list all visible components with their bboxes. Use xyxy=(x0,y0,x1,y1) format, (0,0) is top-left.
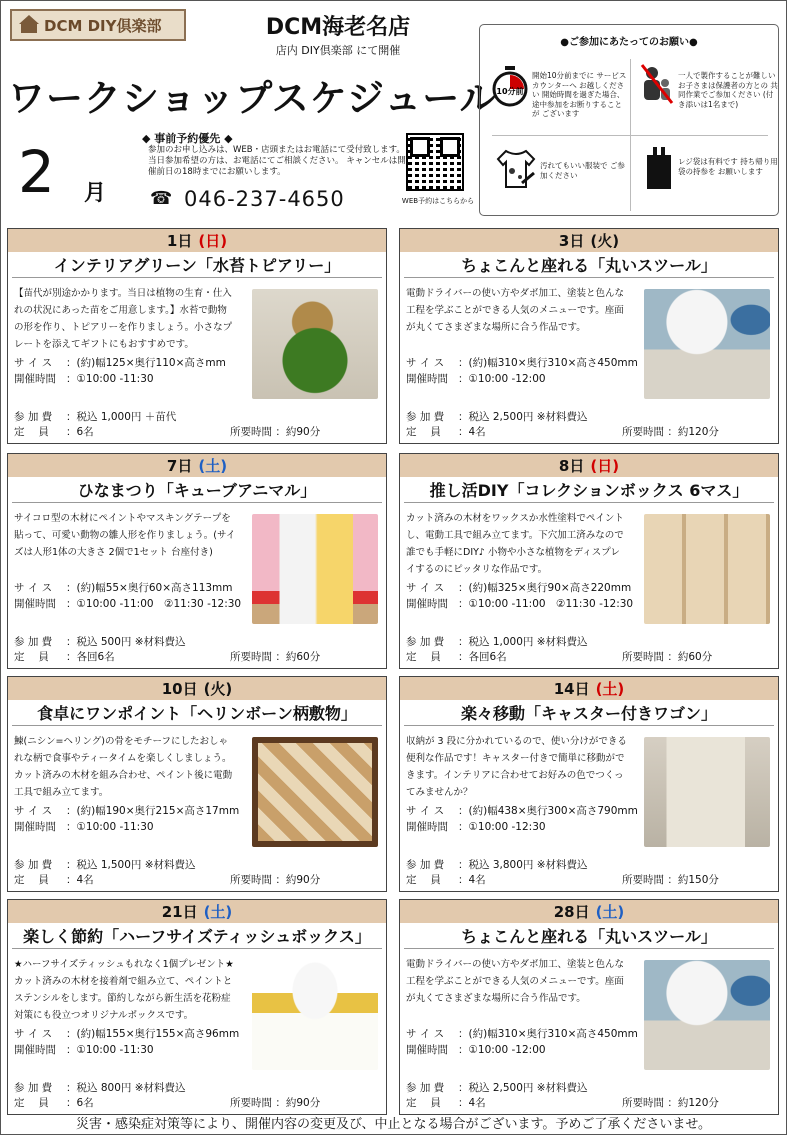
card-capacity-row xyxy=(406,872,486,887)
fee-label: 参 加 費 xyxy=(406,411,445,423)
workshop-card[interactable] xyxy=(399,899,779,1115)
caster-wagon-photo xyxy=(644,737,770,847)
duration-label: 所要時間 xyxy=(622,651,664,663)
card-weekday: (火) xyxy=(203,680,233,698)
timer-icon xyxy=(492,65,528,107)
card-time-row xyxy=(406,819,546,834)
tissue-box-photo xyxy=(252,960,378,1070)
card-date: 21日 xyxy=(161,903,198,921)
card-date-header xyxy=(8,677,386,700)
card-description: 鰊(ニシン=ヘリング)の骨をモチーフにしたおしゃれな柄で食事やティータイムを楽しくしましょう。カット済みの木材を組み合わせ、ペイント後に電動工具で組み立てます。 xyxy=(14,736,233,798)
card-duration xyxy=(230,872,320,887)
size-value: ：(約)幅310×奥行310×高さ450mm xyxy=(458,357,638,369)
card-size-row xyxy=(14,355,226,370)
card-fee-row xyxy=(406,857,588,872)
duration-label: 所要時間 xyxy=(230,1097,272,1109)
house-icon xyxy=(20,17,38,33)
card-size-row xyxy=(14,803,239,818)
card-fee-row xyxy=(406,1080,588,1095)
time-value: ：①10:00 -12:00 xyxy=(458,1044,546,1056)
fee-value: ：税込 1,000円 ※材料費込 xyxy=(458,636,588,648)
card-duration xyxy=(230,1095,320,1110)
card-date: 10日 xyxy=(161,680,198,698)
card-description: ★ハーフサイズティッシュもれなく1個プレゼント★ カット済みの木材を接着剤で組み立て、ペイントとステンシルをします。節約しながら新生活を花粉症対策にも役立つオリジナルボックスです。 xyxy=(14,959,234,1021)
card-time-row xyxy=(14,371,154,386)
card-capacity-row xyxy=(14,1095,94,1110)
notice-divider xyxy=(492,135,768,136)
card-description: 収納が 3 段に分かれているので、使い分けができる便利な作品です！キャスター付きで簡単に移動ができます。インテリアに合わせてお好みの色でつくってみませんか？ xyxy=(406,736,627,798)
card-title: 楽しく節約「ハーフサイズティッシュボックス」 xyxy=(12,923,382,949)
card-fee-row xyxy=(406,409,588,424)
qr-code-icon[interactable] xyxy=(406,133,464,191)
card-time-row xyxy=(14,596,241,611)
card-title: 食卓にワンポイント「ヘリンボーン柄敷物」 xyxy=(12,700,382,726)
herringbone-tray-photo xyxy=(252,737,378,847)
capacity-label: 定 員 xyxy=(14,1097,49,1109)
capacity-label: 定 員 xyxy=(406,874,441,886)
card-weekday: (土) xyxy=(595,680,625,698)
duration-label: 所要時間 xyxy=(230,651,272,663)
workshop-card[interactable] xyxy=(399,676,779,892)
card-description: サイコロ型の木材にペイントやマスキングテープを貼って、可愛い動物の雛人形を作りましょう。(サイズは人形1体の大きさ 2個で1セット 台座付き) xyxy=(14,513,236,558)
card-date: 1日 xyxy=(166,232,193,250)
card-date-header xyxy=(8,229,386,252)
store-name: DCM海老名店 xyxy=(265,15,411,40)
stool-photo xyxy=(644,289,770,399)
card-date: 7日 xyxy=(166,457,193,475)
time-label: 開催時間 xyxy=(406,821,448,833)
time-value: ：①10:00 -11:30 xyxy=(66,373,154,385)
timer-label: 10分前 xyxy=(496,87,524,96)
size-label: サ イ ス xyxy=(14,1028,53,1040)
card-capacity-row xyxy=(14,872,94,887)
hina-doll-photo xyxy=(252,514,378,624)
card-capacity-row xyxy=(406,424,486,439)
card-time-row xyxy=(406,596,633,611)
capacity-value: ：4名 xyxy=(458,874,486,886)
card-date: 3日 xyxy=(558,232,585,250)
card-duration xyxy=(622,1095,719,1110)
card-title: ひなまつり「キューブアニマル」 xyxy=(12,477,382,503)
card-fee-row xyxy=(14,1080,186,1095)
card-weekday: (日) xyxy=(198,232,228,250)
time-value: ：①10:00 -11:00 ②11:30 -12:30 xyxy=(458,598,634,610)
duration-label: 所要時間 xyxy=(622,1097,664,1109)
size-value: ：(約)幅190×奥行215×高さ17mm xyxy=(66,805,240,817)
no-child-icon xyxy=(640,63,674,105)
time-value: ：①10:00 -12:00 xyxy=(458,373,546,385)
card-time-row xyxy=(406,371,546,386)
card-date-header xyxy=(8,900,386,923)
duration-label: 所要時間 xyxy=(622,874,664,886)
card-duration xyxy=(622,872,719,887)
time-label: 開催時間 xyxy=(14,373,56,385)
card-size-row xyxy=(406,1026,638,1041)
fee-value: ：税込 500円 ※材料費込 xyxy=(66,636,186,648)
duration-label: 所要時間 xyxy=(230,874,272,886)
card-duration xyxy=(622,424,719,439)
duration-value: ：約60分 xyxy=(275,651,321,663)
workshop-card[interactable] xyxy=(7,899,387,1115)
workshop-card[interactable] xyxy=(399,228,779,444)
card-size-row xyxy=(14,1026,239,1041)
capacity-value: ：4名 xyxy=(458,426,486,438)
capacity-label: 定 員 xyxy=(14,874,49,886)
size-label: サ イ ス xyxy=(406,582,445,594)
card-title: 楽々移動「キャスター付きワゴン」 xyxy=(404,700,774,726)
size-label: サ イ ス xyxy=(406,1028,445,1040)
capacity-label: 定 員 xyxy=(406,1097,441,1109)
duration-value: ：約90分 xyxy=(275,874,321,886)
size-label: サ イ ス xyxy=(406,805,445,817)
card-time-row xyxy=(14,819,154,834)
card-size-row xyxy=(406,803,638,818)
duration-label: 所要時間 xyxy=(230,426,272,438)
card-description: 電動ドライバーの使い方やダボ加工、塗装と色んな工程を学ぶことができる人気のメニューです。座面が丸くてさまざまな場所に合う作品です。 xyxy=(406,959,625,1004)
card-description: 電動ドライバーの使い方やダボ加工、塗装と色んな工程を学ぶことができる人気のメニューです。座面が丸くてさまざまな場所に合う作品です。 xyxy=(406,288,625,333)
capacity-value: ：6名 xyxy=(66,1097,94,1109)
month-unit: 月 xyxy=(84,181,107,206)
card-description: カット済みの木材をワックスか水性塗料でペイントし、電動工具で組み立てます。下穴加工済みなので誰でも手軽にDIY♪ 小物や小さな植物をディスプレイするのにピッタリな作品です。 xyxy=(406,513,624,575)
card-size-row xyxy=(14,580,233,595)
card-weekday: (土) xyxy=(203,903,233,921)
duration-value: ：約120分 xyxy=(667,426,719,438)
reserve-title: ◆ 事前予約優先 ◆ xyxy=(142,132,233,145)
card-title: ちょこんと座れる「丸いスツール」 xyxy=(404,923,774,949)
collection-box-photo xyxy=(644,514,770,624)
shopping-bag-icon xyxy=(644,145,674,191)
card-capacity-row xyxy=(14,649,115,664)
size-value: ：(約)幅310×奥行310×高さ450mm xyxy=(458,1028,638,1040)
card-title: インテリアグリーン「水苔トピアリー」 xyxy=(12,252,382,278)
notice-child: 一人で製作することが難しい お子さまは保護者の方との 共同作業でご参加ください (付き添いは1名まで) xyxy=(678,71,778,109)
time-value: ：①10:00 -11:30 xyxy=(66,821,154,833)
t-shirt-icon xyxy=(494,147,538,193)
notice-clothes: 汚れてもいい服装で ご参加ください xyxy=(540,161,625,180)
card-weekday: (日) xyxy=(590,457,620,475)
duration-value: ：約150分 xyxy=(667,874,719,886)
card-date-header xyxy=(8,454,386,477)
card-date-header xyxy=(400,677,778,700)
card-weekday: (火) xyxy=(590,232,620,250)
card-time-row xyxy=(14,1042,154,1057)
duration-value: ：約60分 xyxy=(667,651,713,663)
workshop-card[interactable] xyxy=(7,228,387,444)
size-label: サ イ ス xyxy=(14,357,53,369)
time-value: ：①10:00 -12:30 xyxy=(458,821,546,833)
capacity-value: ：各回6名 xyxy=(458,651,507,663)
capacity-value: ：4名 xyxy=(66,874,94,886)
card-time-row xyxy=(406,1042,546,1057)
capacity-label: 定 員 xyxy=(406,426,441,438)
size-value: ：(約)幅325×奥行90×高さ220mm xyxy=(458,582,632,594)
workshop-card[interactable] xyxy=(399,453,779,669)
card-capacity-row xyxy=(14,424,94,439)
card-date-header xyxy=(400,454,778,477)
notice-bag: レジ袋は有料です 持ち帰り用袋の持参を お願いします xyxy=(678,157,778,176)
fee-label: 参 加 費 xyxy=(14,859,53,871)
fee-value: ：税込 2,500円 ※材料費込 xyxy=(458,411,588,423)
time-label: 開催時間 xyxy=(406,373,448,385)
time-label: 開催時間 xyxy=(406,1044,448,1056)
card-weekday: (土) xyxy=(198,457,228,475)
card-date: 28日 xyxy=(553,903,590,921)
notice-box xyxy=(479,24,779,216)
size-label: サ イ ス xyxy=(14,805,53,817)
time-value: ：①10:00 -11:30 xyxy=(66,1044,154,1056)
workshop-card[interactable] xyxy=(7,453,387,669)
notice-arrive: 開始10分前までに サービスカウンターへ お越しください 開始時間を過ぎた場合、 途中参加をお断りすることが ございます xyxy=(532,71,627,118)
card-size-row xyxy=(406,355,638,370)
card-duration xyxy=(622,649,712,664)
card-date: 14日 xyxy=(553,680,590,698)
card-description: 【苗代が別途かかります。当日は植物の生育・仕入れの状況にあった苗をご用意します。】水苔で動物の形を作り、トピアリーを作りましょう。小さなプレートを添えてギフトにもおすすめです。 xyxy=(14,288,233,350)
card-fee-row xyxy=(406,634,588,649)
card-date-header xyxy=(400,900,778,923)
fee-label: 参 加 費 xyxy=(14,1082,53,1094)
fee-label: 参 加 費 xyxy=(14,636,53,648)
duration-value: ：約90分 xyxy=(275,426,321,438)
size-label: サ イ ス xyxy=(406,357,445,369)
size-value: ：(約)幅438×奥行300×高さ790mm xyxy=(458,805,638,817)
time-label: 開催時間 xyxy=(406,598,448,610)
card-title: ちょこんと座れる「丸いスツール」 xyxy=(404,252,774,278)
fee-value: ：税込 800円 ※材料費込 xyxy=(66,1082,186,1094)
card-title: 推し活DIY「コレクションボックス 6マス」 xyxy=(404,477,774,503)
card-fee-row xyxy=(14,634,186,649)
capacity-value: ：6名 xyxy=(66,426,94,438)
size-value: ：(約)幅125×奥行110×高さmm xyxy=(66,357,226,369)
logo-text: DCM DIY倶楽部 xyxy=(44,16,162,35)
capacity-label: 定 員 xyxy=(14,426,49,438)
phone-number[interactable]: 046-237-4650 xyxy=(184,187,345,211)
workshop-card[interactable] xyxy=(7,676,387,892)
card-capacity-row xyxy=(406,1095,486,1110)
store-subtitle: 店内 DIY倶楽部 にて開催 xyxy=(275,44,401,57)
fee-label: 参 加 費 xyxy=(406,636,445,648)
card-size-row xyxy=(406,580,631,595)
duration-label: 所要時間 xyxy=(622,426,664,438)
fee-value: ：税込 2,500円 ※材料費込 xyxy=(458,1082,588,1094)
card-duration xyxy=(230,649,320,664)
page-title: ワークショップスケジュール xyxy=(8,77,498,120)
card-capacity-row xyxy=(406,649,507,664)
time-label: 開催時間 xyxy=(14,598,56,610)
notice-title: ●ご参加にあたってのお願い● xyxy=(560,37,698,48)
size-value: ：(約)幅55×奥行60×高さ113mm xyxy=(66,582,233,594)
card-duration xyxy=(230,424,320,439)
topiary-photo xyxy=(252,289,378,399)
fee-label: 参 加 費 xyxy=(406,859,445,871)
time-label: 開催時間 xyxy=(14,1044,56,1056)
reserve-text: 参加のお申し込みは、WEB・店頭またはお電話にて受付致します。 当日参加希望の方は、お電話にてご相談ください。 キャンセルは開催前日の18時までにお願いします。 xyxy=(148,145,406,177)
card-fee-row xyxy=(14,409,176,424)
footer-notice: 災害・感染症対策等により、開催内容の変更及び、中止となる場合がございます。予めご了承くださいませ。 xyxy=(75,1117,712,1132)
fee-label: 参 加 費 xyxy=(14,411,53,423)
card-fee-row xyxy=(14,857,196,872)
duration-value: ：約90分 xyxy=(275,1097,321,1109)
time-label: 開催時間 xyxy=(14,821,56,833)
phone-icon: ☎ xyxy=(150,188,173,209)
fee-value: ：税込 3,800円 ※材料費込 xyxy=(458,859,588,871)
dcm-logo xyxy=(10,9,186,41)
card-date-header xyxy=(400,229,778,252)
capacity-value: ：各回6名 xyxy=(66,651,115,663)
card-date: 8日 xyxy=(558,457,585,475)
capacity-value: ：4名 xyxy=(458,1097,486,1109)
capacity-label: 定 員 xyxy=(406,651,441,663)
size-label: サ イ ス xyxy=(14,582,53,594)
fee-value: ：税込 1,000円 ＋苗代 xyxy=(66,411,177,423)
month-number: 2 xyxy=(18,138,55,206)
qr-label: WEB予約はこちらから xyxy=(401,197,475,205)
duration-value: ：約120分 xyxy=(667,1097,719,1109)
size-value: ：(約)幅155×奥行155×高さ96mm xyxy=(66,1028,240,1040)
stool-photo xyxy=(644,960,770,1070)
card-weekday: (土) xyxy=(595,903,625,921)
fee-label: 参 加 費 xyxy=(406,1082,445,1094)
time-value: ：①10:00 -11:00 ②11:30 -12:30 xyxy=(66,598,242,610)
fee-value: ：税込 1,500円 ※材料費込 xyxy=(66,859,196,871)
capacity-label: 定 員 xyxy=(14,651,49,663)
